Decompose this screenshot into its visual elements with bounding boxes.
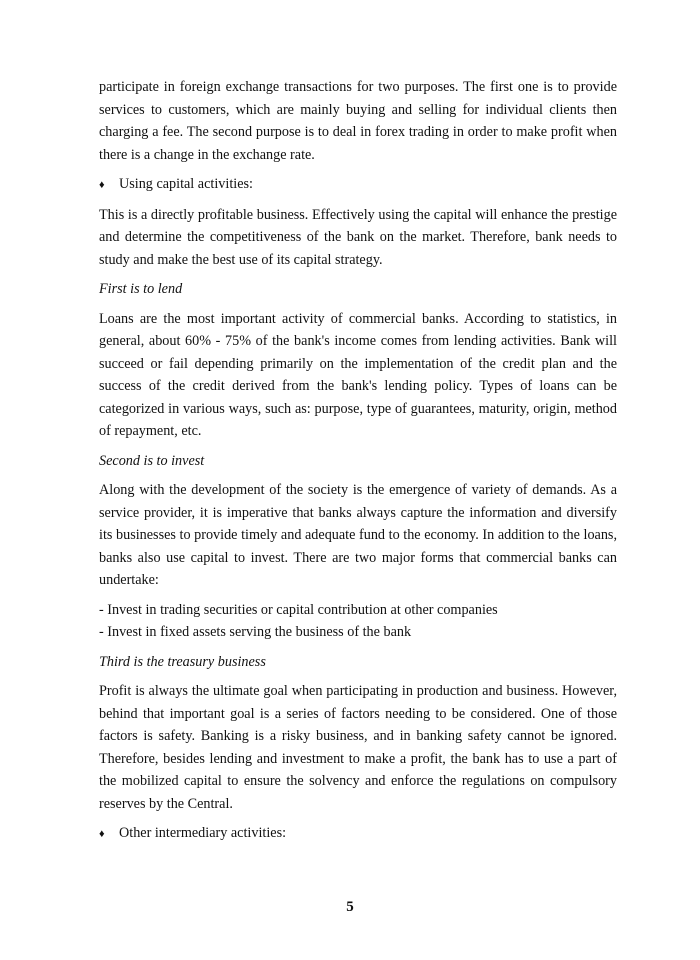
bullet-item-intermediary [99, 822, 617, 846]
diamond-bullet-icon: ♦ [99, 828, 105, 840]
dash-list [99, 599, 617, 644]
paragraph-capital-intro: This is a directly profitable business. Effectively using the capital will enhance the prestige and determine the competitiveness of the bank on the market. Therefore, bank needs to study and make the best use of its capital strategy. [99, 206, 617, 268]
bullet-label: Other intermediary activities: [119, 825, 287, 841]
bullet-item-capital-activities [99, 173, 617, 197]
paragraph-treasury: Profit is always the ultimate goal when participating in production and business. However, behind that important goal is a series of factors needing to be considered. One of those factors is safety. Banking is a risky business, and in banking safety cannot be ignored. Therefore, besides lending and investment to make a profit, the bank has to use a part of the mobilized capital to ensure the solvency and enforce the regulations on compulsory reserves by the Central. [99, 683, 617, 812]
paragraph-invest: Along with the development of the society is the emergence of variety of demands. As a service provider, it is imperative that banks always capture the information and diversify its businesses to provide timely and adequate fund to the economy. In addition to the loans, banks also use capital to invest. There are two major forms that commercial banks can undertake: [99, 482, 617, 588]
subheading-invest: Second is to invest [99, 452, 205, 469]
page-body [99, 76, 617, 853]
diamond-bullet-icon: ♦ [99, 179, 105, 191]
subheading-treasury: Third is the treasury business [99, 653, 266, 670]
page-number: 5 [346, 899, 354, 915]
dash-list-item: - Invest in trading securities or capital contribution at other companies [99, 601, 498, 618]
bullet-label: Using capital activities: [119, 176, 253, 192]
dash-list-item: - Invest in fixed assets serving the business of the bank [99, 624, 412, 640]
paragraph-forex-purposes: participate in foreign exchange transactions for two purposes. The first one is to provide services to customers, which are mainly buying and selling for individual clients then charging a fee. The second purpose is to deal in forex trading in order to make profit when there is a change in the exchange rate. [99, 79, 617, 163]
paragraph-loans: Loans are the most important activity of commercial banks. According to statistics, in general, about 60% - 75% of the bank's income comes from lending activities. Bank will succeed or fail depending primarily on the implementation of the credit plan and the success of the credit derived from the bank's lending policy. Types of loans can be categorized in various ways, such as: purpose, type of guarantees, maturity, origin, method of repayment, etc. [99, 310, 617, 439]
subheading-lend: First is to lend [99, 281, 183, 297]
